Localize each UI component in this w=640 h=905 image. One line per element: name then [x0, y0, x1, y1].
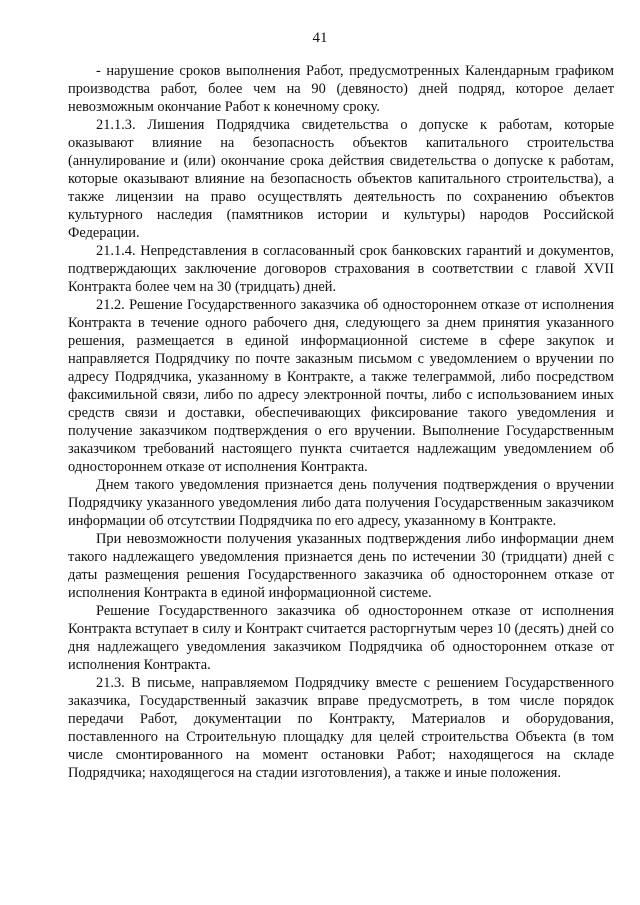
paragraph-impossibility-of-confirmation: При невозможности получения указанных подтверждения либо информации днем такого надлежащего уведомления признается день по истечении 30 (тридцати) дней с даты размещения решения Государственного заказчика об одностороннем отказе от исполнения Контракта в единой информационной системе.	[68, 531, 614, 601]
paragraph-21-1-3: 21.1.3. Лишения Подрядчика свидетельства о допуске к работам, которые оказывают влияние на безопасность объектов капитального строительства (аннулирование и (или) окончание срока действия свидетельства о допуске к работам, которые оказывают влияние на безопасность объектов капитального строительства), а также лицензии на право осуществлять деятельность по сохранению объектов культурного наследия (памятников истории и культуры) народов Российской Федерации.	[68, 117, 614, 241]
document-body	[68, 62, 614, 782]
paragraph-21-3: 21.3. В письме, направляемом Подрядчику вместе с решением Государственного заказчика, Государственный заказчик вправе предусмотреть, в том числе порядок передачи Работ, документации по Контракту, Материалов и оборудования, поставленного на Строительную площадку для целей строительства Объекта (в том числе смонтированного на момент остановки Работ; находящегося на складе Подрядчика; находящегося на стадии изготовления), а также и иные положения.	[68, 675, 614, 781]
paragraph-decision-effect: Решение Государственного заказчика об одностороннем отказе от исполнения Контракта вступает в силу и Контракт считается расторгнутым через 10 (десять) дней со дня надлежащего уведомления заказчиком Подрядчика об одностороннем отказе от исполнения Контракта.	[68, 603, 614, 673]
paragraph-21-2: 21.2. Решение Государственного заказчика об одностороннем отказе от исполнения Контракта в течение одного рабочего дня, следующего за днем принятия указанного решения, размещается в единой информационной системе в сфере закупок и направляется Подрядчику по почте заказным письмом с уведомлением о вручении по адресу Подрядчика, указанному в Контракте, а также телеграммой, либо посредством факсимильной связи, либо по адресу электронной почты, либо с использованием иных средств связи и доставки, обеспечивающих фиксирование такого уведомления и получение заказчиком подтверждения о его вручении. Выполнение Государственным заказчиком требований настоящего пункта считается надлежащим уведомлением об одностороннем отказе от исполнения Контракта.	[68, 297, 614, 475]
paragraph-notification-day: Днем такого уведомления признается день получения подтверждения о вручении Подрядчику указанного уведомления либо дата получения Государственным заказчиком информации об отсутствии Подрядчика по его адресу, указанному в Контракте.	[68, 477, 614, 529]
paragraph-21-1-4: 21.1.4. Непредставления в согласованный срок банковских гарантий и документов, подтверждающих заключение договоров страхования в соответствии с главой XVII Контракта более чем на 30 (тридцать) дней.	[68, 243, 614, 295]
paragraph-violation-deadlines: - нарушение сроков выполнения Работ, предусмотренных Календарным графиком производства работ, более чем на 90 (девяносто) дней подряд, которое делает невозможным окончание Работ к конечному сроку.	[68, 63, 614, 115]
page-number: 41	[312, 30, 328, 46]
